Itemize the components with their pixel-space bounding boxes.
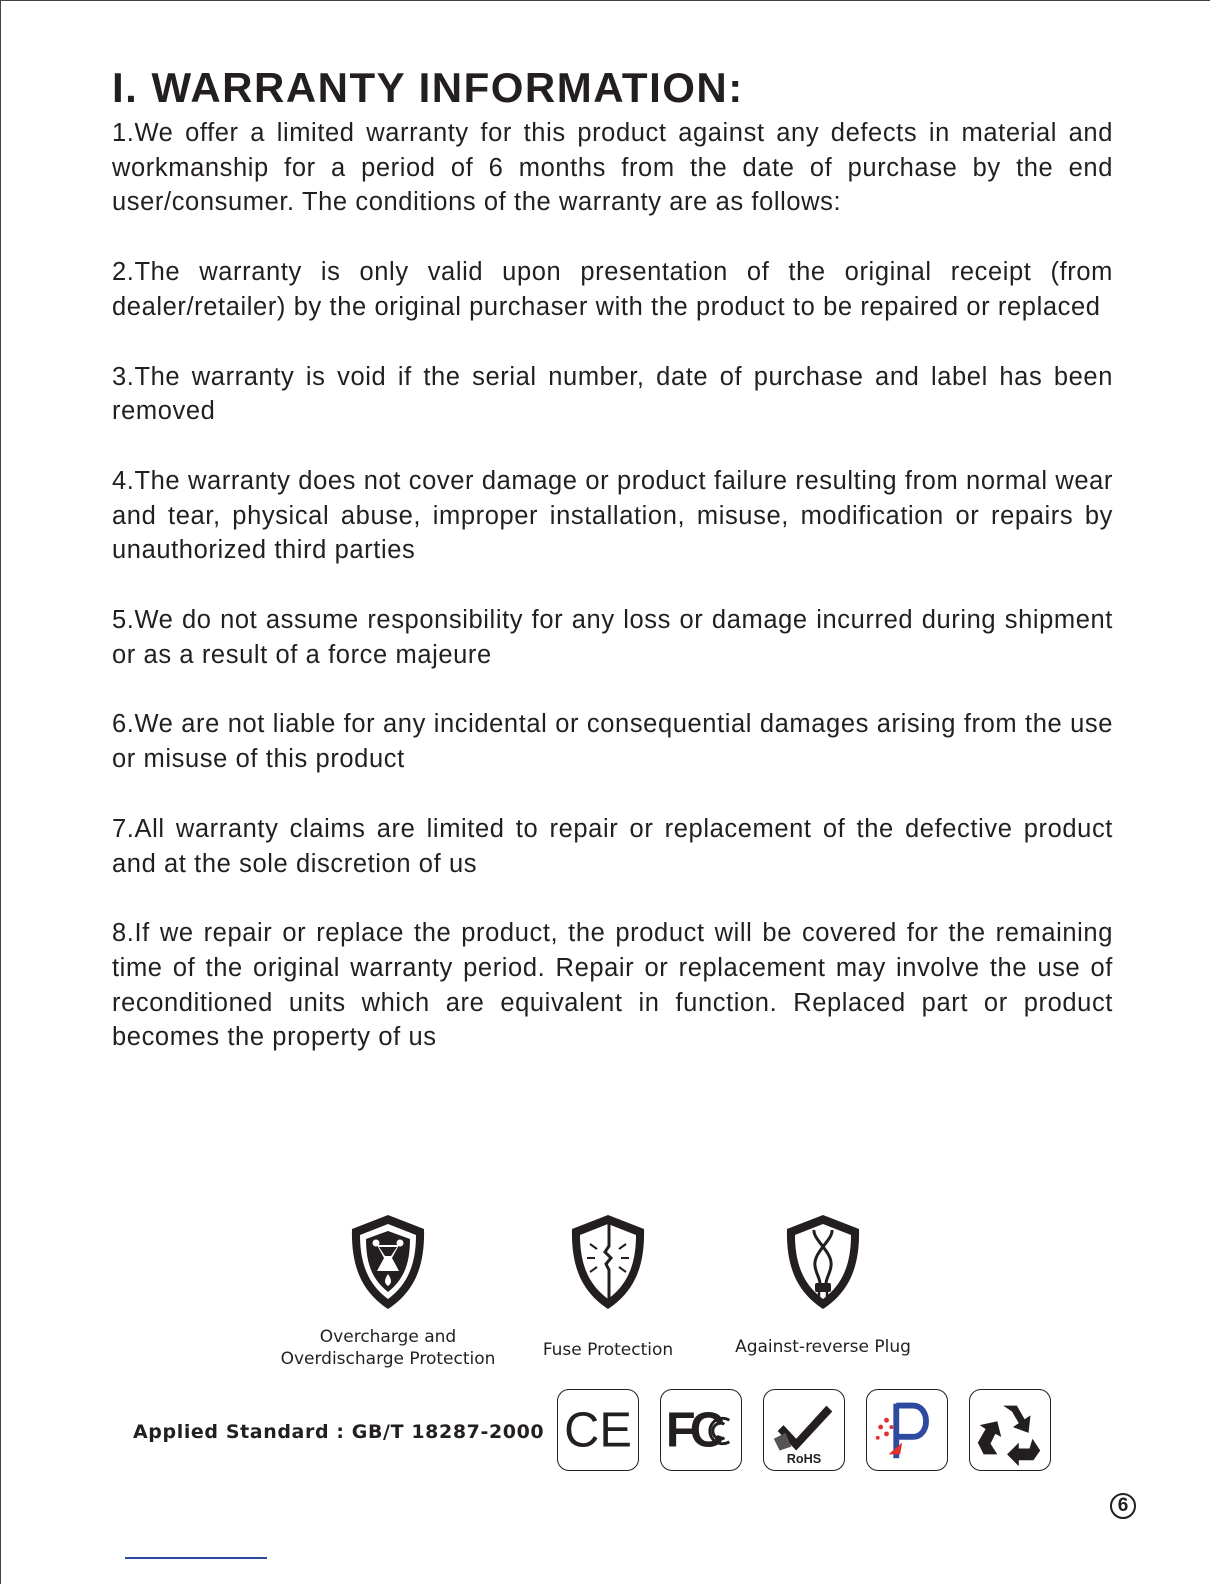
rohs-mark-badge <box>763 1389 845 1471</box>
recycle-badge <box>969 1389 1051 1471</box>
p-mark-badge <box>866 1389 948 1471</box>
applied-standard: Applied Standard : GB/T 18287-2000 <box>133 1421 545 1443</box>
feature-label: Overdischarge Protection <box>280 1349 496 1369</box>
warranty-clause: 8.If we repair or replace the product, the product will be covered for the remaining time of the original warranty period. Repair or replacement may involve the use of reconditioned units which are equivalent in function. Replaced part or product becomes the property of us <box>112 919 1113 1052</box>
feature-overcharge-protection <box>268 1212 508 1370</box>
recycle-icon <box>970 1390 1050 1470</box>
feature-fuse-protection <box>518 1212 698 1361</box>
feature-label: Fuse Protection <box>542 1340 674 1360</box>
hourglass-shield-icon <box>348 1212 428 1312</box>
p-mark-icon <box>867 1390 947 1470</box>
rohs-mark-icon <box>764 1390 844 1470</box>
ce-mark-icon <box>558 1390 638 1470</box>
warranty-clause: 3.The warranty is void if the serial number, date of purchase and label has been removed <box>112 362 1113 426</box>
warranty-clause: 7.All warranty claims are limited to repair or replacement of the defective product and at the sole discretion of us <box>112 814 1113 878</box>
feature-label: Against-reverse Plug <box>735 1337 911 1357</box>
page-border-top <box>0 0 1210 1</box>
svg-text:RoHS: RoHS <box>786 1452 822 1467</box>
bottom-line <box>125 1557 267 1559</box>
svg-text:FC: FC <box>665 1403 720 1458</box>
feature-label: Overcharge and <box>319 1327 457 1347</box>
fcc-mark-badge <box>660 1389 742 1471</box>
ce-mark-badge <box>557 1389 639 1471</box>
plug-shield-icon <box>783 1212 863 1312</box>
page-number: 6 <box>1110 1493 1136 1519</box>
page-border-left <box>0 0 1 1584</box>
page-title: I. WARRANTY INFORMATION: <box>112 64 744 111</box>
warranty-clause: 6.We are not liable for any incidental or consequential damages arising from the use or misuse of this product <box>112 710 1113 774</box>
warranty-clause: 2.The warranty is only valid upon presentation of the original receipt (from dealer/retailer) by the original purchaser with the product to be repaired or replaced <box>112 258 1113 321</box>
warranty-clauses <box>112 116 1113 1090</box>
warranty-clause: 4.The warranty does not cover damage or product failure resulting from normal wear and tear, physical abuse, improper installation, misuse, modification or repairs by unauthorized third parties <box>112 466 1113 565</box>
fcc-mark-icon <box>661 1390 741 1470</box>
fuse-shield-icon <box>568 1212 648 1312</box>
warranty-clause: 5.We do not assume responsibility for any loss or damage incurred during shipment or as a result of a force majeure <box>112 606 1113 669</box>
feature-reverse-plug <box>718 1212 928 1358</box>
warranty-clause: 1.We offer a limited warranty for this product against any defects in material and workmanship for a period of 6 months from the date of purchase by the end user/consumer. The conditions of the warranty are as follows: <box>112 119 1113 217</box>
svg-text:CE: CE <box>564 1403 632 1458</box>
